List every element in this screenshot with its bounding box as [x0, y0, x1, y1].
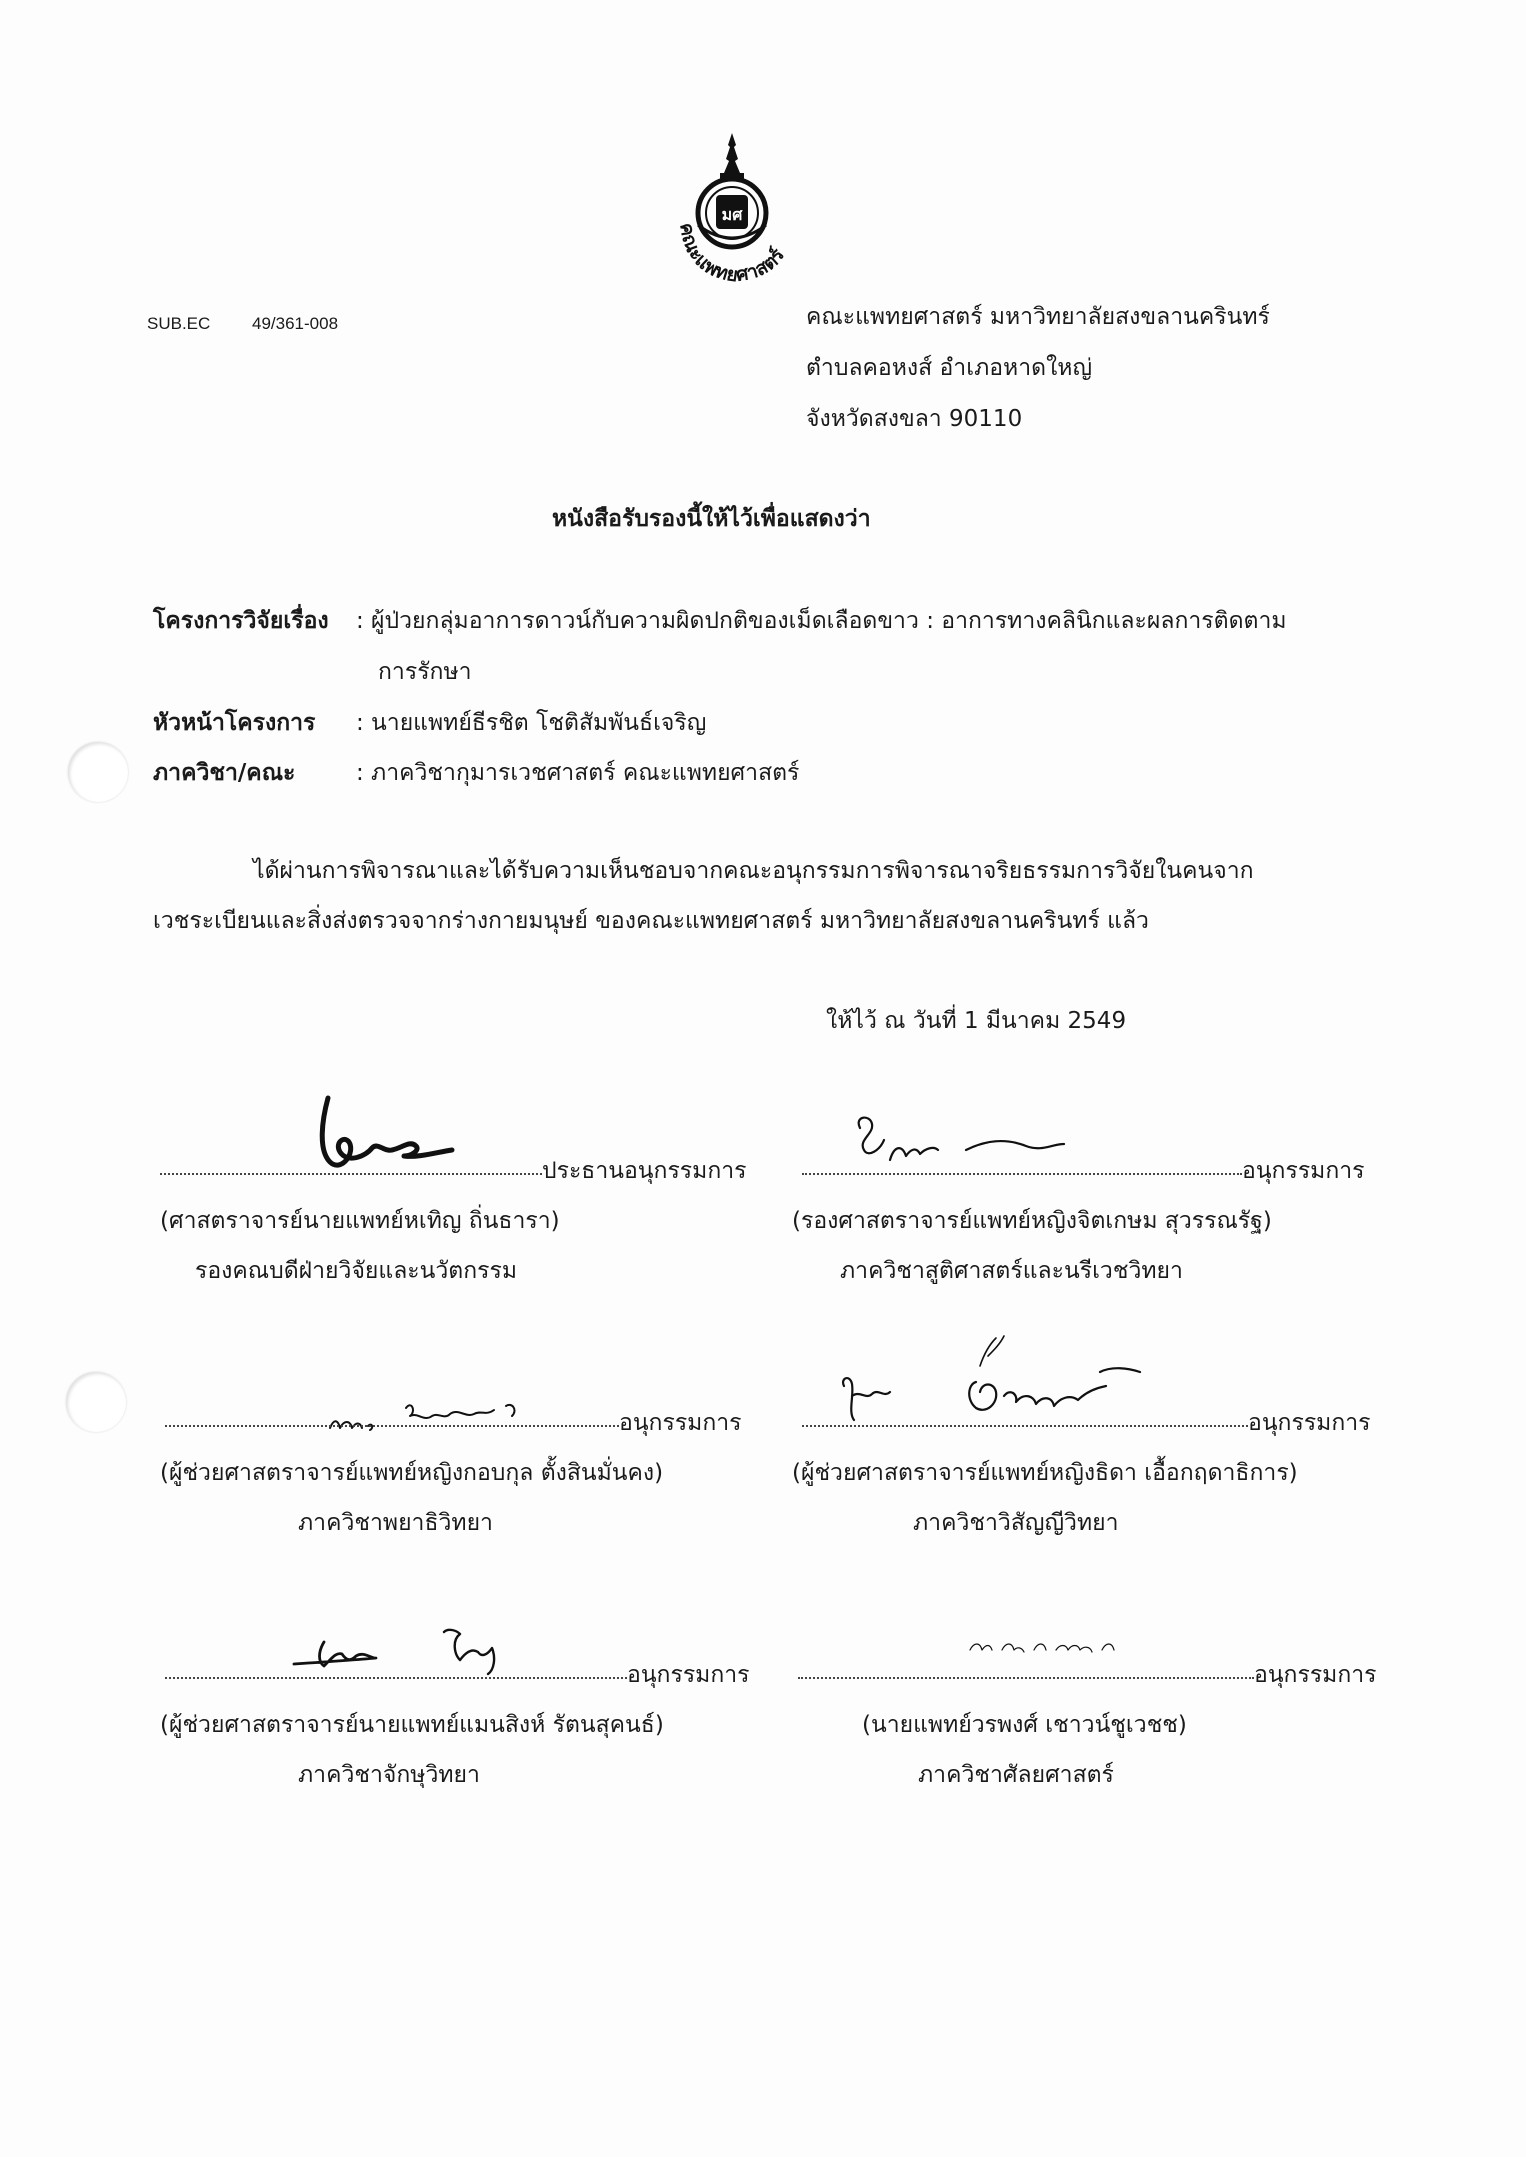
signatory-5-name: (ผู้ช่วยศาสตราจารย์นายแพทย์แมนสิงห์ รัตนสุคนธ์) [160, 1712, 664, 1738]
project-value-line-1: : ผู้ป่วยกลุ่มอาการดาวน์กับความผิดปกติของเม็ดเลือดขาว : อาการทางคลินิกและผลการติดตาม [356, 608, 1287, 634]
address-line-1: คณะแพทยศาสตร์ มหาวิทยาลัยสงขลานครินทร์ [806, 304, 1270, 330]
project-value-line-2: การรักษา [378, 659, 472, 685]
signature-line-6 [798, 1664, 1377, 1687]
faculty-emblem [642, 125, 822, 295]
svg-text:มศ: มศ [721, 205, 743, 224]
document-title: หนังสือรับรองนี้ให้ไว้เพื่อแสดงว่า [552, 506, 871, 532]
address-line-2: ตำบลคอหงส์ อำเภอหาดใหญ่ [806, 355, 1093, 381]
signatory-4-position: ภาควิชาวิสัญญีวิทยา [913, 1510, 1119, 1536]
signatory-3-position: ภาควิชาพยาธิวิทยา [298, 1510, 493, 1536]
signatory-2-role: อนุกรรมการ [1242, 1158, 1365, 1184]
address-line-3: จังหวัดสงขลา 90110 [806, 406, 1023, 432]
department-value: : ภาควิชากุมารเวชศาสตร์ คณะแพทยศาสตร์ [356, 760, 800, 786]
signatory-4-role: อนุกรรมการ [1248, 1410, 1371, 1436]
signature-line-2 [802, 1160, 1365, 1183]
binder-hole-top [68, 742, 128, 802]
signatory-5-role: อนุกรรมการ [627, 1662, 750, 1688]
signatory-2-position: ภาควิชาสูติศาสตร์และนรีเวชวิทยา [840, 1258, 1183, 1284]
binder-hole-bottom [66, 1372, 126, 1432]
project-label: โครงการวิจัยเรื่อง [153, 608, 329, 634]
signatory-4-name: (ผู้ช่วยศาสตราจารย์แพทย์หญิงธิดา เอื้อกฤดาธิการ) [792, 1460, 1298, 1486]
reference-number: 49/361-008 [252, 314, 339, 333]
signature-line-3 [165, 1412, 742, 1435]
signatory-6-role: อนุกรรมการ [1254, 1662, 1377, 1688]
signatory-1-role: ประธานอนุกรรมการ [542, 1158, 747, 1184]
signature-line-5 [165, 1664, 750, 1687]
svg-text:คณะแพทยศาสตร์: คณะแพทยศาสตร์ [675, 221, 789, 287]
project-head-label: หัวหน้าโครงการ [153, 710, 316, 736]
signature-line-1 [160, 1160, 747, 1183]
signature-line-4 [802, 1412, 1371, 1435]
issue-date: ให้ไว้ ณ วันที่ 1 มีนาคม 2549 [826, 1008, 1127, 1034]
signatory-1-name: (ศาสตราจารย์นายแพทย์หเทิญ ถิ่นธารา) [160, 1208, 560, 1234]
signatory-6-name: (นายแพทย์วรพงศ์ เชาวน์ชูเวชช) [862, 1712, 1187, 1738]
signatory-3-name: (ผู้ช่วยศาสตราจารย์แพทย์หญิงกอบกุล ตั้งสินมั่นคง) [160, 1460, 664, 1486]
body-line-1: ได้ผ่านการพิจารณาและได้รับความเห็นชอบจากคณะอนุกรรมการพิจารณาจริยธรรมการวิจัยในคนจาก [253, 858, 1254, 884]
reference-prefix: SUB.EC [147, 314, 211, 333]
department-label: ภาควิชา/คณะ [153, 760, 296, 786]
signatory-3-role: อนุกรรมการ [619, 1410, 742, 1436]
signatory-2-name: (รองศาสตราจารย์แพทย์หญิงจิตเกษม สุวรรณรัฐ) [792, 1208, 1272, 1234]
signature-6 [962, 1628, 1132, 1662]
emblem-icon [642, 125, 822, 295]
signatory-5-position: ภาควิชาจักษุวิทยา [298, 1762, 480, 1788]
body-line-2: เวชระเบียนและสิ่งส่งตรวจจากร่างกายมนุษย์ ของคณะแพทยศาสตร์ มหาวิทยาลัยสงขลานครินทร์ แล้ว [153, 908, 1149, 934]
signatory-1-position: รองคณบดีฝ่ายวิจัยและนวัตกรรม [195, 1258, 518, 1284]
signatory-6-position: ภาควิชาศัลยศาสตร์ [918, 1762, 1114, 1788]
project-head-value: : นายแพทย์ธีรชิต โชติสัมพันธ์เจริญ [356, 710, 707, 736]
